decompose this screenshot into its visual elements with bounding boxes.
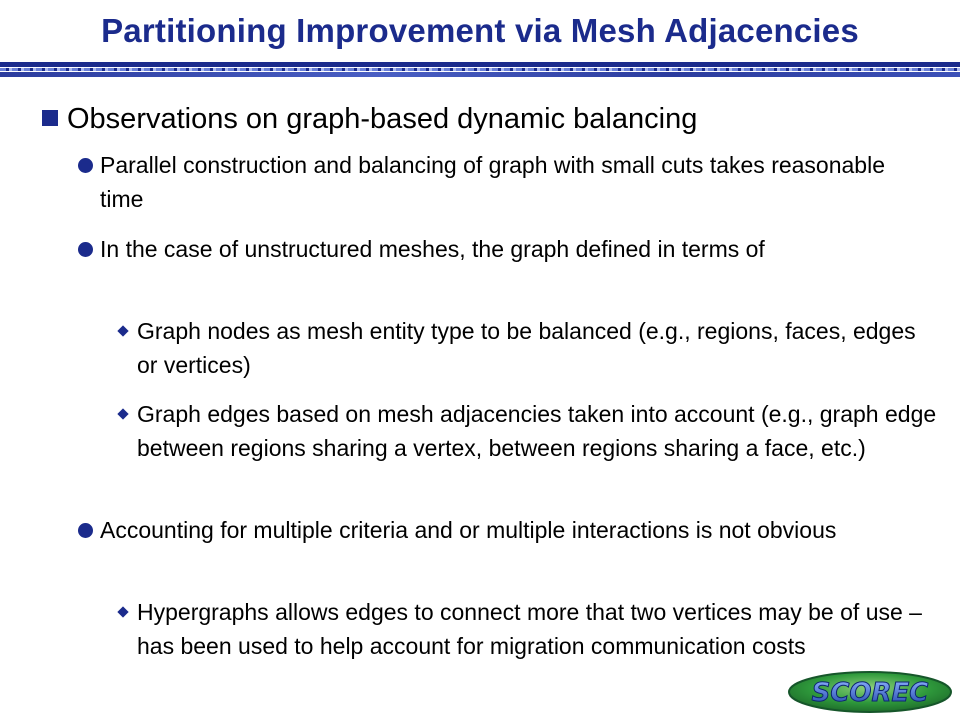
sub-bullet-item: [117, 595, 937, 663]
sub-bullet-text: Graph nodes as mesh entity type to be balanced (e.g., regions, faces, edges or vertices): [137, 318, 916, 378]
round-bullet-icon: [78, 242, 93, 257]
bullet-text: Accounting for multiple criteria and or multiple interactions is not obvious: [100, 517, 837, 543]
bullet-item: [78, 232, 928, 266]
bullet-item: [78, 513, 928, 547]
heading-text: Observations on graph-based dynamic balancing: [67, 103, 698, 135]
sub-bullet-item: [117, 397, 937, 465]
diamond-bullet-icon: [117, 606, 128, 617]
sub-bullet-item: [117, 314, 937, 382]
sub-bullet-text: Graph edges based on mesh adjacencies taken into account (e.g., graph edge between regions sharing a vertex, between regions sharing a face, etc.): [137, 401, 937, 461]
bullet-text: Parallel construction and balancing of graph with small cuts takes reasonable time: [100, 152, 885, 212]
slide-title: Partitioning Improvement via Mesh Adjacencies: [101, 12, 859, 49]
bullet-text: In the case of unstructured meshes, the graph defined in terms of: [100, 236, 765, 262]
diamond-bullet-icon: [117, 408, 128, 419]
round-bullet-icon: [78, 158, 93, 173]
square-bullet-icon: [42, 110, 58, 126]
sub-bullet-text: Hypergraphs allows edges to connect more that two vertices may be of use – has been used to help account for migration communication costs: [137, 599, 922, 659]
round-bullet-icon: [78, 523, 93, 538]
bullet-item: [78, 148, 928, 216]
logo-lettering: SCOREC: [811, 678, 929, 708]
diamond-bullet-icon: [117, 325, 128, 336]
scorec-logo: [787, 670, 953, 714]
